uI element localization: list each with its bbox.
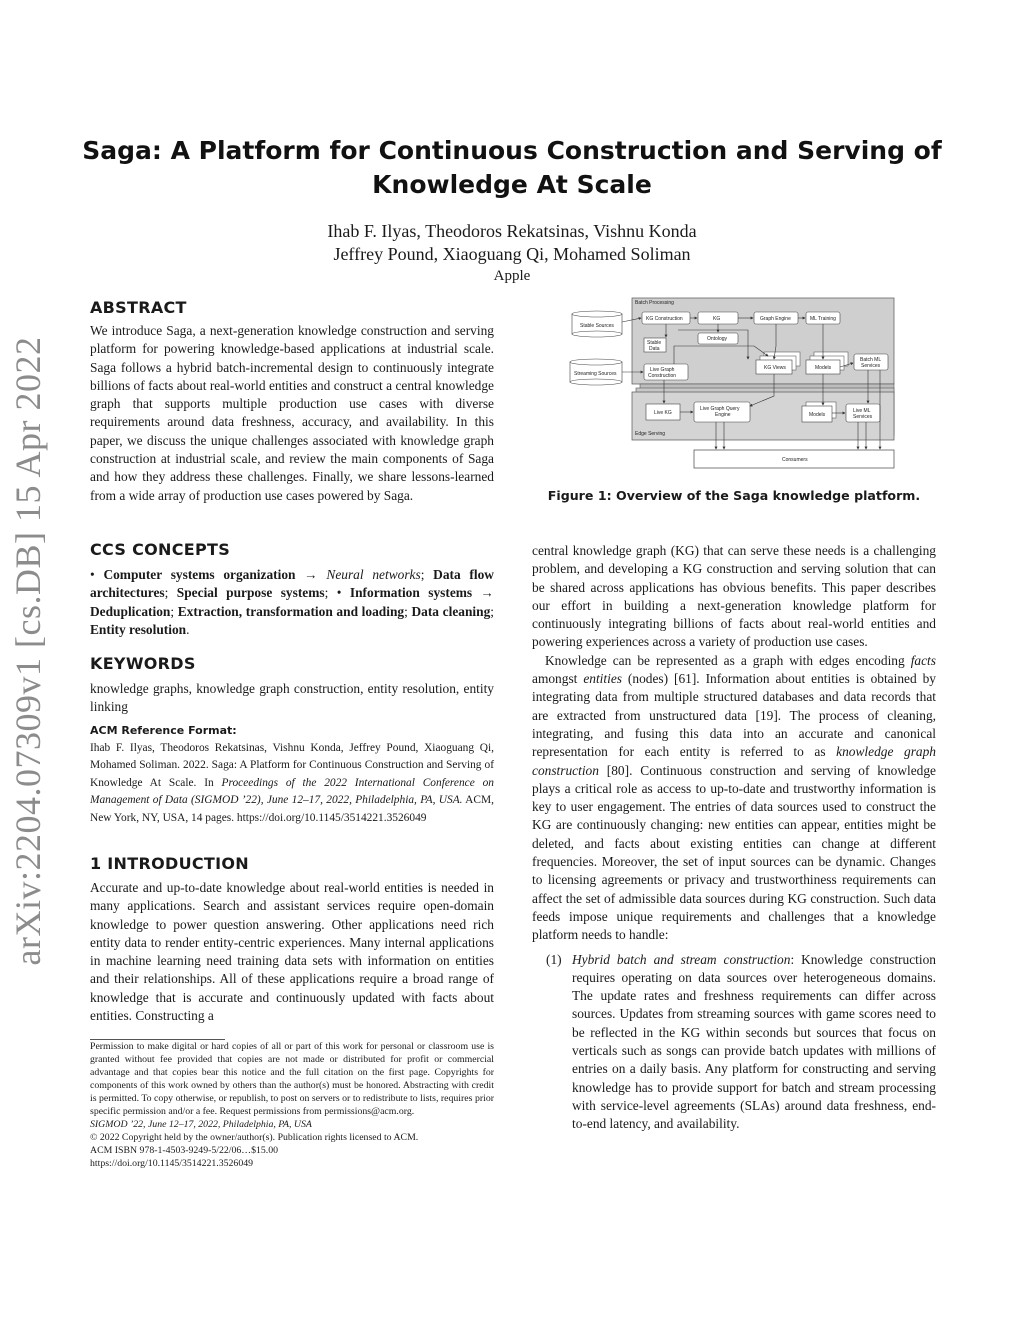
list-number: (1) (546, 951, 562, 967)
author-list (200, 220, 824, 266)
affiliation: Apple (493, 268, 531, 284)
paper-title: Saga: A Platform for Continuous Construction and Serving of Knowledge At Scale (82, 136, 942, 199)
ccs-heading: CCS CONCEPTS (90, 540, 231, 559)
consumers-label: Consumers (782, 457, 808, 463)
doi-link[interactable]: https://doi.org/10.1145/3514221.3526049 (90, 1158, 254, 1169)
live-graph-construction-label: Construction (648, 373, 677, 379)
arxiv-stamp: arXiv:2204.07309v1 [cs.DB] 15 Apr 2022 (8, 336, 48, 966)
keywords-section (90, 654, 494, 717)
acm-reference-heading: ACM Reference Format: (90, 724, 237, 737)
stable-sources-label: Stable Sources (580, 323, 614, 329)
ccs-section (90, 540, 494, 639)
authors-line-1: Ihab F. Ilyas, Theodoros Rekatsinas, Vishnu Konda (327, 221, 697, 241)
acm-reference-text: Ihab F. Ilyas, Theodoros Rekatsinas, Vishnu Konda, Jeffrey Pound, Xiaoguang Qi, Mohamed Soliman. 2022. Saga: A Platform for Continuous Construction and Serving of Knowledge At Scale. In Proceedings of the 2022 International Conference on Management of Data (SIGMOD ’22), June 12–17, 2022, Philadelphia, PA, USA. ACM, New York, NY, USA, 14 pages. https://doi.org/10.1145/3514221.3526049 (90, 741, 494, 824)
ml-training-label: ML Training (810, 316, 836, 322)
live-ml-label: Services (853, 414, 873, 420)
list-item-text: Hybrid batch and stream construction: Knowledge construction requires operating on data sources over heterogeneous domains. The update rates and freshness requirements can differ across sources. Updates from streaming sources with game scores need to be reflected in the KG within seconds but sources that focus on verticals such as songs can provide batch updates with millions of entries on a daily basis. Any platform for constructing and serving knowledge has to provide support for batch and stream processing with service-level agreements (SLAs) around data freshness, end-to-end latency, and availability. (572, 951, 936, 1132)
ccs-concept: Computer systems organization (103, 567, 296, 582)
copyright-line: © 2022 Copyright held by the owner/author(s). Publication rights licensed to ACM. (90, 1132, 419, 1143)
intro-paragraph: Knowledge can be represented as a graph with edges encoding facts amongst entities (nodes) [61]. Information about entities is obtained by integrating data from multiple structured databases and data records that are extracted from unstructured data [19]. The process of cleaning, integrating, and fusing this data into an accurate and canonical representation for each entity is referred to as knowledge graph construction [80]. Continuous construction and serving of knowledge plays a critical role as access to up-to-date and trustworthy information is key to user engagement. The entries of data sources used to construct the KG are continuously changing: new entities can appear, entities might be deleted, and facts about existing entities can change at different frequencies. Moreover, the set of input sources can be dynamic. Changes to licensing agreements or privacy and trustworthiness requirements can affect the set of admissible data sources during KG construction. Such data feeds impose unique requirements and challenges that a knowledge platform needs to handle: (532, 652, 936, 943)
batch-ml-label: Services (861, 363, 881, 369)
stable-data-label: Data (649, 346, 660, 352)
batch-ml-label: Batch ML (860, 357, 882, 363)
ccs-concept: Entity resolution (90, 621, 187, 637)
requirement-list-item (532, 951, 936, 1134)
graph-engine-label: Graph Engine (760, 316, 791, 322)
live-query-label: Live Graph Query (700, 406, 740, 412)
intro-paragraph: central knowledge graph (KG) that can serve these needs is a challenging problem, and developing a KG construction and serving solution that can be shared across applications has obvious benefits. This paper describes our effort in building a next-generation knowledge platform for continuously integrating billions of facts about real-world entities and powering experiences across a variety of production use cases. (532, 543, 936, 650)
streaming-sources-label: Streaming Sources (574, 371, 617, 377)
ccs-text: • Computer systems organization → Neural networks; Data flow architectures; Special purpose systems; • Information systems → Deduplication; Extraction, transformation and loading; Data cleaning; Entity resolution. (90, 567, 495, 637)
ccs-concept: Information systems (349, 585, 473, 601)
batch-processing-label: Batch Processing (635, 300, 674, 306)
ccs-concept: Neural networks (326, 567, 421, 582)
stable-data-label: Stable (647, 340, 662, 346)
kg-views-label: KG Views (764, 365, 786, 371)
authors-line-2: Jeffrey Pound, Xiaoguang Qi, Mohamed Soliman (333, 244, 691, 264)
intro-continued (532, 542, 936, 1134)
ccs-concept: Deduplication (90, 603, 171, 619)
abstract-heading: ABSTRACT (90, 298, 187, 317)
permission-footnote (90, 1040, 494, 1170)
kg-construction-label: KG Construction (646, 316, 683, 322)
ontology-label: Ontology (707, 336, 728, 342)
live-kg-label: Live KG (654, 410, 672, 416)
isbn-line: ACM ISBN 978-1-4503-9249-5/22/06…$15.00 (90, 1145, 279, 1156)
live-query-label: Engine (715, 412, 731, 418)
ccs-concept: Special purpose systems (176, 585, 325, 601)
conference-line: SIGMOD ’22, June 12–17, 2022, Philadelphia, PA, USA (90, 1119, 312, 1130)
keywords-heading: KEYWORDS (90, 654, 196, 673)
intro-paragraph: Accurate and up-to-date knowledge about real-world entities is needed in many applications. Search and assistant services require open-domain knowledge to power question answering. Other applications need rich entity data to render entity-centric experiences. Many internal applications in machine learning need training data sets with information on entities and their relationships. All of these applications require a broad range of knowledge that is accurate and continuously updated with facts about entities. Constructing a (90, 880, 494, 1024)
introduction-heading: 1 INTRODUCTION (90, 854, 249, 873)
streaming-sources-store (570, 359, 622, 385)
saga-architecture-diagram (568, 296, 898, 474)
ccs-concept: Extraction, transformation and loading (177, 603, 405, 619)
live-ml-label: Live ML (853, 408, 871, 414)
introduction-section (90, 854, 494, 1025)
figure-caption: Figure 1: Overview of the Saga knowledge platform. (547, 488, 921, 503)
models-bottom-label: Models (809, 412, 826, 418)
permission-text: Permission to make digital or hard copies of all or part of this work for personal or classroom use is granted without fee provided that copies are not made or distributed for profit or commercial advantage and that copies bear this notice and the full citation on the first page. Copyrights for components of this work owned by others than the author(s) must be honored. Abstracting with credit is permitted. To copy otherwise, or republish, to post on servers or to redistribute to lists, requires prior specific permission and/or a fee. Request permissions from permissions@acm.org. (90, 1041, 494, 1117)
ccs-concept: Data flow architectures (90, 567, 494, 601)
kg-label: KG (713, 316, 721, 322)
models-top-label: Models (815, 365, 832, 371)
acm-reference (90, 722, 494, 828)
stable-sources-store (572, 311, 622, 337)
ccs-concept: Data cleaning (411, 603, 491, 619)
abstract-text: We introduce Saga, a next-generation knowledge construction and serving platform for powering knowledge-based applications at industrial scale. Saga follows a hybrid batch-incremental design to continuously integrate billions of facts about real-world entities and construct a central knowledge graph that supports multiple production use cases with diverse requirements around data freshness, accuracy, and availability. In this paper, we discuss the unique challenges associated with knowledge graph construction at industrial scale, and review the main components of Saga and how they address these challenges. Finally, we share lessons-learned from a wide array of production use cases powered by Saga. (90, 323, 494, 503)
edge-serving-label: Edge Serving (635, 431, 666, 437)
abstract-section (90, 298, 494, 505)
keywords-text: knowledge graphs, knowledge graph construction, entity resolution, entity linking (90, 681, 494, 715)
live-graph-construction-label: Live Graph (650, 367, 675, 373)
